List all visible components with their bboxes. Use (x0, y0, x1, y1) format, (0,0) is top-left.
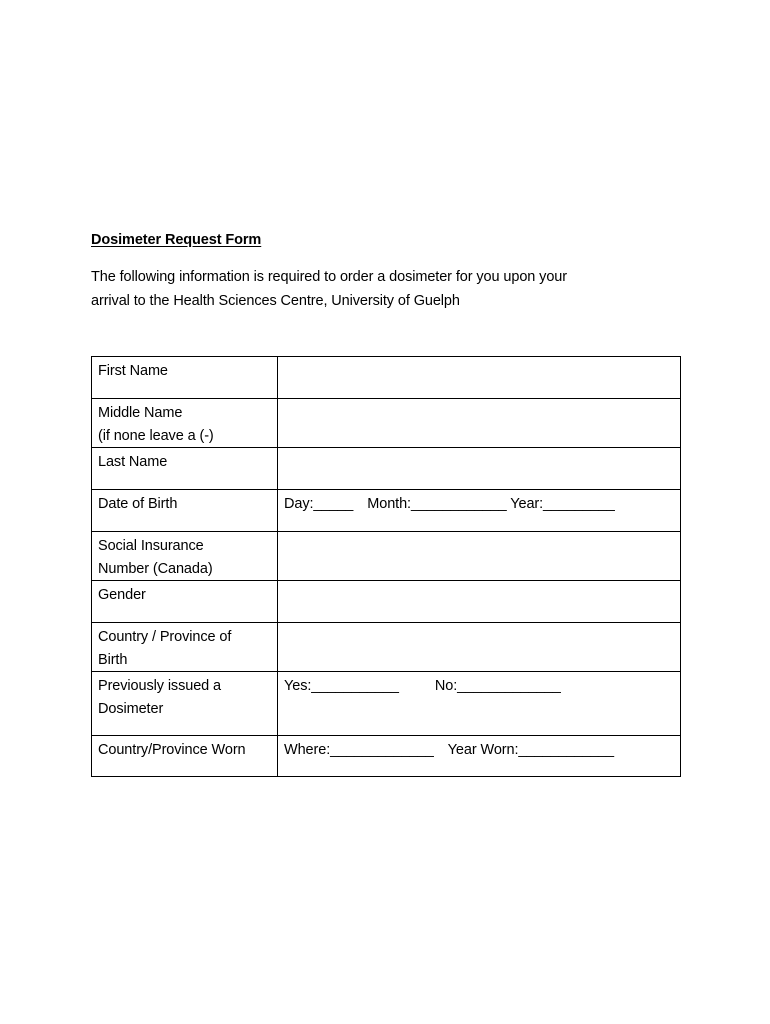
first-name-label (92, 357, 278, 399)
dob-year-field[interactable]: Year:_________ (510, 496, 615, 512)
middle-name-label-line-2: (if none leave a (-) (98, 427, 214, 444)
intro-line-1: The following information is required to order a dosimeter for you upon your (91, 269, 567, 285)
birth-country-field[interactable] (278, 623, 681, 672)
gender-label-text: Gender (98, 587, 146, 603)
prev-issued-label (92, 672, 278, 736)
dob-label-text: Date of Birth (98, 496, 178, 512)
birth-country-label-line-2: Birth (98, 651, 128, 668)
worn-label (92, 736, 278, 777)
table-row-sin (92, 532, 681, 581)
form-title: Dosimeter Request Form (91, 232, 262, 248)
intro-line-2: arrival to the Health Sciences Centre, University of Guelph (91, 293, 460, 309)
first-name-field[interactable] (278, 357, 681, 399)
dob-month-field[interactable]: Month:____________ (367, 496, 507, 512)
table-row-date-of-birth (92, 490, 681, 532)
table-row-first-name (92, 357, 681, 399)
gender-field[interactable] (278, 581, 681, 623)
sin-label-line-2: Number (Canada) (98, 560, 213, 577)
intro-paragraph (91, 265, 691, 313)
sin-field[interactable] (278, 532, 681, 581)
table-row-last-name (92, 448, 681, 490)
last-name-label-text: Last Name (98, 454, 168, 470)
table-row-previously-issued (92, 672, 681, 736)
prev-issued-label-line-2: Dosimeter (98, 700, 164, 717)
birth-country-label (92, 623, 278, 672)
last-name-field[interactable] (278, 448, 681, 490)
prev-issued-label-line-1: Previously issued a (98, 678, 222, 694)
sin-label-line-1: Social Insurance (98, 538, 204, 554)
worn-where-field[interactable]: Where:_____________ (284, 742, 434, 758)
worn-field[interactable] (278, 736, 681, 777)
prev-yes-field[interactable]: Yes:___________ (284, 678, 399, 694)
request-form-table (91, 356, 681, 777)
dob-day-field[interactable]: Day:_____ (284, 496, 354, 512)
dob-field[interactable] (278, 490, 681, 532)
dob-label (92, 490, 278, 532)
middle-name-label (92, 399, 278, 448)
table-row-country-worn (92, 736, 681, 777)
first-name-label-text: First Name (98, 363, 168, 379)
sin-label (92, 532, 278, 581)
table-row-gender (92, 581, 681, 623)
gender-label (92, 581, 278, 623)
worn-year-field[interactable]: Year Worn:____________ (447, 742, 614, 758)
prev-no-field[interactable]: No:_____________ (434, 678, 561, 694)
table-row-middle-name (92, 399, 681, 448)
prev-issued-field[interactable] (278, 672, 681, 736)
worn-label-text: Country/Province Worn (98, 742, 246, 758)
middle-name-label-line-1: Middle Name (98, 405, 183, 421)
middle-name-field[interactable] (278, 399, 681, 448)
birth-country-label-line-1: Country / Province of (98, 629, 232, 645)
table-row-birth-country (92, 623, 681, 672)
last-name-label (92, 448, 278, 490)
